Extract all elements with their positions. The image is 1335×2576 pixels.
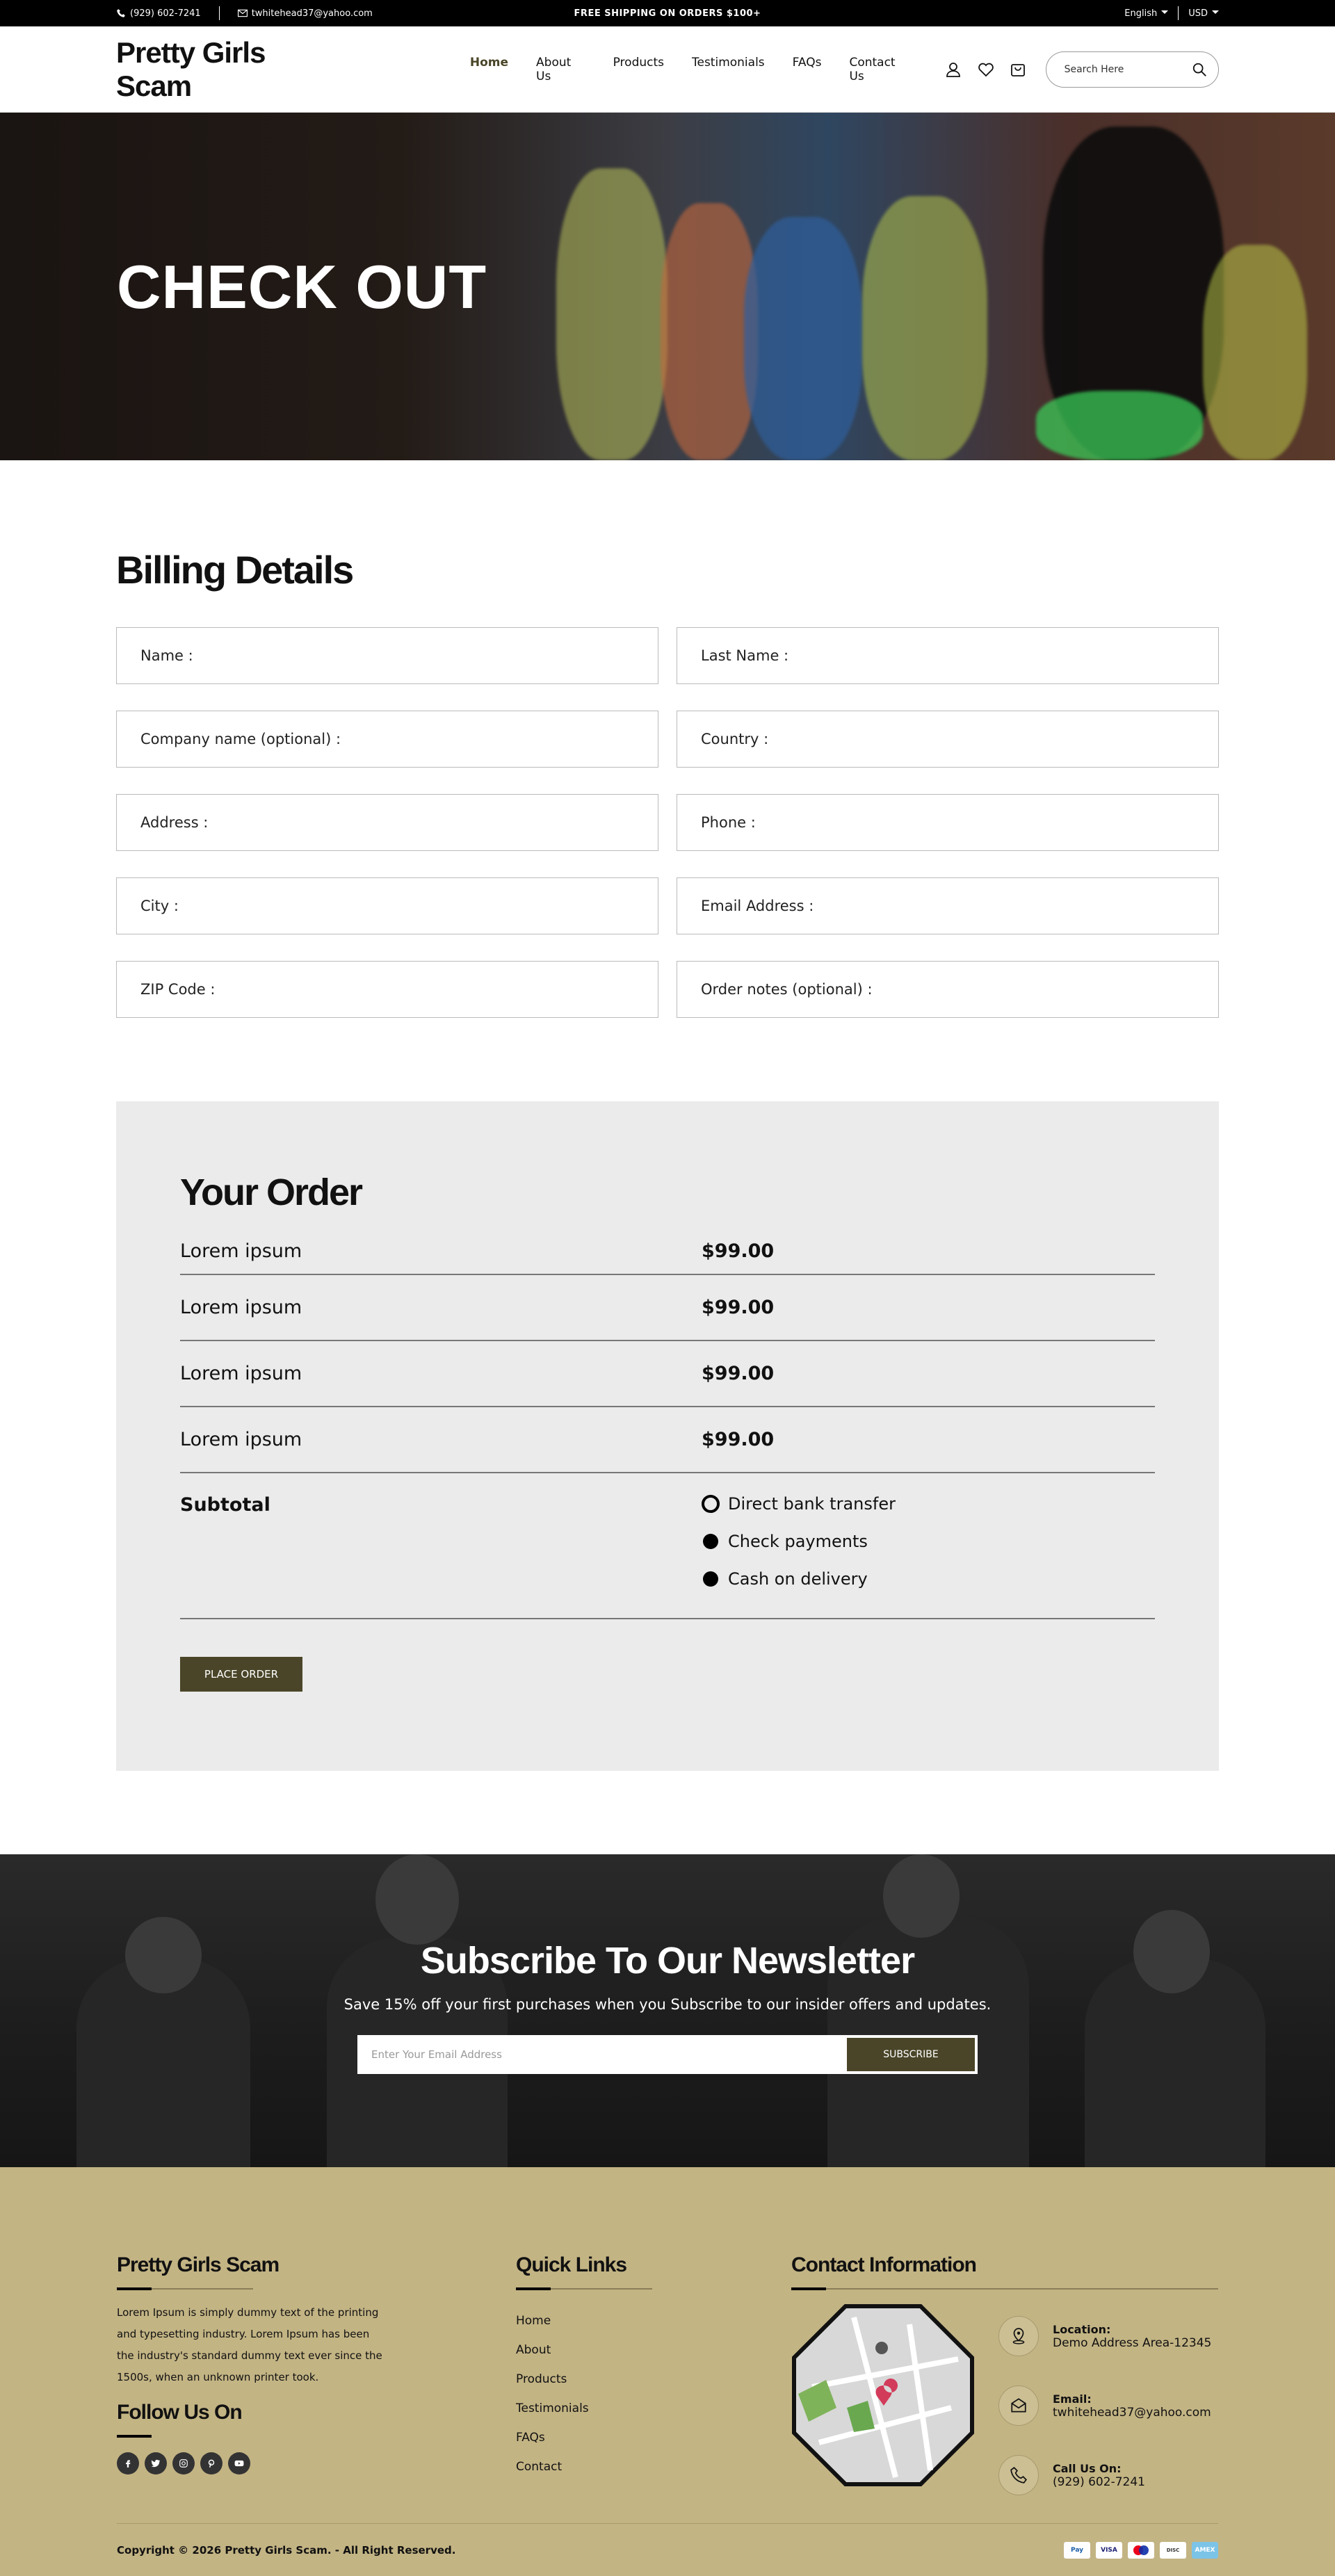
topbar-email: twhitehead37@yahoo.com (251, 8, 373, 19)
amex-icon: AMEX (1192, 2542, 1218, 2559)
order-item-price: $99.00 (702, 1429, 775, 1450)
order-summary (116, 1101, 1219, 1771)
newsletter-title: Subscribe To Our Newsletter (420, 1940, 915, 1982)
discover-icon: DISC (1160, 2542, 1186, 2559)
promo-text: FREE SHIPPING ON ORDERS $100+ (574, 8, 761, 19)
city-field[interactable]: City : (116, 877, 658, 934)
twitter-icon[interactable] (145, 2452, 167, 2474)
order-item-price: $99.00 (702, 1297, 775, 1318)
order-item-price: $99.00 (702, 1363, 775, 1384)
order-row (180, 1407, 1155, 1473)
map-icon[interactable] (791, 2303, 975, 2487)
site-header (0, 26, 1335, 113)
email-field[interactable]: Email Address : (677, 877, 1219, 934)
nav-about[interactable]: About Us (536, 56, 572, 83)
nav-faqs[interactable]: FAQs (792, 56, 822, 70)
cart-icon[interactable] (1010, 61, 1026, 78)
order-row (180, 1228, 1155, 1275)
name-field[interactable]: Name : (116, 627, 658, 684)
hero-banner (0, 113, 1335, 460)
newsletter-section (0, 1854, 1335, 2167)
email-link[interactable] (238, 8, 373, 19)
order-row (180, 1275, 1155, 1341)
divider (516, 2288, 652, 2290)
payment-label: Direct bank transfer (728, 1494, 896, 1514)
subtotal-label: Subtotal (180, 1494, 270, 1516)
place-order-button[interactable]: PLACE ORDER (180, 1657, 302, 1692)
order-item-name: Lorem ipsum (180, 1240, 302, 1262)
payment-check[interactable] (702, 1532, 896, 1551)
order-title: Your Order (180, 1172, 362, 1213)
payment-bank-transfer[interactable] (702, 1494, 896, 1514)
footer-link-home[interactable]: Home (516, 2314, 551, 2328)
payment-cod[interactable] (702, 1569, 896, 1589)
order-item-price: $99.00 (702, 1240, 775, 1262)
location-icon (998, 2316, 1039, 2356)
newsletter-text: Save 15% off your first purchases when you Subscribe to our insider offers and updates. (343, 1996, 992, 2013)
youtube-icon[interactable] (228, 2452, 250, 2474)
order-item-name: Lorem ipsum (180, 1363, 302, 1384)
radio-button[interactable] (703, 1571, 718, 1587)
subtotal-row (180, 1473, 1155, 1619)
contact-location (998, 2316, 1211, 2356)
footer-bottom (117, 2523, 1218, 2576)
contact-phone (998, 2455, 1211, 2495)
paypal-icon: Pay (1064, 2542, 1090, 2559)
billing-title: Billing Details (116, 548, 353, 592)
divider (117, 2436, 152, 2437)
location-value: Demo Address Area-12345 (1053, 2335, 1212, 2350)
quick-links-title: Quick Links (516, 2253, 627, 2276)
country-field[interactable]: Country : (677, 711, 1219, 768)
follow-title: Follow Us On (117, 2401, 242, 2424)
visa-icon: VISA (1096, 2542, 1122, 2559)
phone-icon (998, 2455, 1039, 2495)
newsletter-email-input[interactable]: Enter Your Email Address (371, 2048, 502, 2061)
hero-image (661, 203, 758, 460)
contact-email (998, 2385, 1211, 2426)
footer-link-products[interactable]: Products (516, 2372, 567, 2386)
nav-home[interactable]: Home (469, 56, 509, 70)
contact-list (998, 2316, 1211, 2495)
phone-field[interactable]: Phone : (677, 794, 1219, 851)
nav-testimonials[interactable]: Testimonials (692, 56, 765, 70)
site-logo[interactable]: Pretty Girls Scam (116, 36, 266, 102)
language-select[interactable]: English (1124, 8, 1168, 19)
zip-field[interactable]: ZIP Code : (116, 961, 658, 1018)
footer-quick-links (516, 2253, 652, 2481)
email-label: Email: (1053, 2392, 1092, 2406)
hero-image (744, 217, 862, 460)
footer-brand: Pretty Girls Scam (117, 2253, 280, 2276)
search-input[interactable] (1046, 51, 1219, 88)
main-nav (470, 56, 909, 83)
footer-link-contact[interactable]: Contact (516, 2460, 563, 2474)
mail-icon (238, 9, 248, 17)
divider (219, 6, 220, 20)
payment-icons (1064, 2542, 1218, 2559)
order-item-name: Lorem ipsum (180, 1429, 302, 1450)
hero-image (556, 168, 668, 460)
page-title: CHECK OUT (117, 252, 487, 321)
payment-options (702, 1494, 896, 1618)
divider (791, 2288, 1218, 2290)
copyright: Copyright © 2026 Pretty Girls Scam. - All Right Reserved. (117, 2543, 456, 2557)
phone-icon (116, 8, 126, 18)
pinterest-icon[interactable] (200, 2452, 222, 2474)
divider (117, 2288, 253, 2290)
billing-section (116, 547, 1219, 1018)
heart-icon[interactable] (978, 61, 994, 78)
social-links (117, 2452, 387, 2474)
company-field[interactable]: Company name (optional) : (116, 711, 658, 768)
newsletter-form (357, 2035, 978, 2074)
divider (1178, 6, 1179, 20)
last-name-field[interactable]: Last Name : (677, 627, 1219, 684)
nav-products[interactable]: Products (613, 56, 664, 70)
hero-image (862, 196, 987, 460)
facebook-icon[interactable] (117, 2452, 139, 2474)
call-label: Call Us On: (1053, 2461, 1122, 2475)
email-icon (998, 2385, 1039, 2426)
email-value[interactable]: twhitehead37@yahoo.com (1053, 2405, 1211, 2420)
payment-label: Check payments (728, 1532, 868, 1551)
footer-link-about[interactable]: About (516, 2343, 551, 2357)
order-item-name: Lorem ipsum (180, 1297, 302, 1318)
currency-select[interactable]: USD (1188, 8, 1219, 19)
nav-contact[interactable]: Contact Us (849, 56, 896, 83)
address-field[interactable]: Address : (116, 794, 658, 851)
footer-about (117, 2253, 387, 2474)
subscribe-button[interactable]: SUBSCRIBE (847, 2038, 975, 2071)
phone-link[interactable] (116, 8, 201, 19)
top-bar (0, 0, 1335, 26)
hero-image (1203, 245, 1307, 460)
radio-button[interactable] (703, 1534, 718, 1549)
radio-button[interactable] (702, 1495, 720, 1513)
footer-contact (791, 2253, 1218, 2490)
footer-link-testimonials[interactable]: Testimonials (516, 2401, 589, 2415)
payment-label: Cash on delivery (728, 1569, 868, 1589)
order-notes-field[interactable]: Order notes (optional) : (677, 961, 1219, 1018)
footer-about-text: Lorem Ipsum is simply dummy text of the printing and typesetting industry. Lorem Ipsum has been the industry's standard dummy text ever since the 1500s, when an unknown printer took. (117, 2306, 382, 2383)
topbar-phone: (929) 602-7241 (130, 8, 201, 19)
location-label: Location: (1053, 2322, 1111, 2336)
footer-link-faqs[interactable]: FAQs (516, 2431, 545, 2445)
site-footer (0, 2167, 1335, 2576)
phone-value[interactable]: (929) 602-7241 (1053, 2474, 1145, 2489)
order-row (180, 1341, 1155, 1407)
contact-title: Contact Information (791, 2253, 976, 2276)
search-placeholder: Search Here (1064, 64, 1124, 75)
search-icon[interactable] (1192, 62, 1207, 77)
instagram-icon[interactable] (172, 2452, 195, 2474)
mastercard-icon (1128, 2542, 1154, 2559)
user-icon[interactable] (946, 61, 962, 78)
hero-image (1036, 391, 1203, 460)
